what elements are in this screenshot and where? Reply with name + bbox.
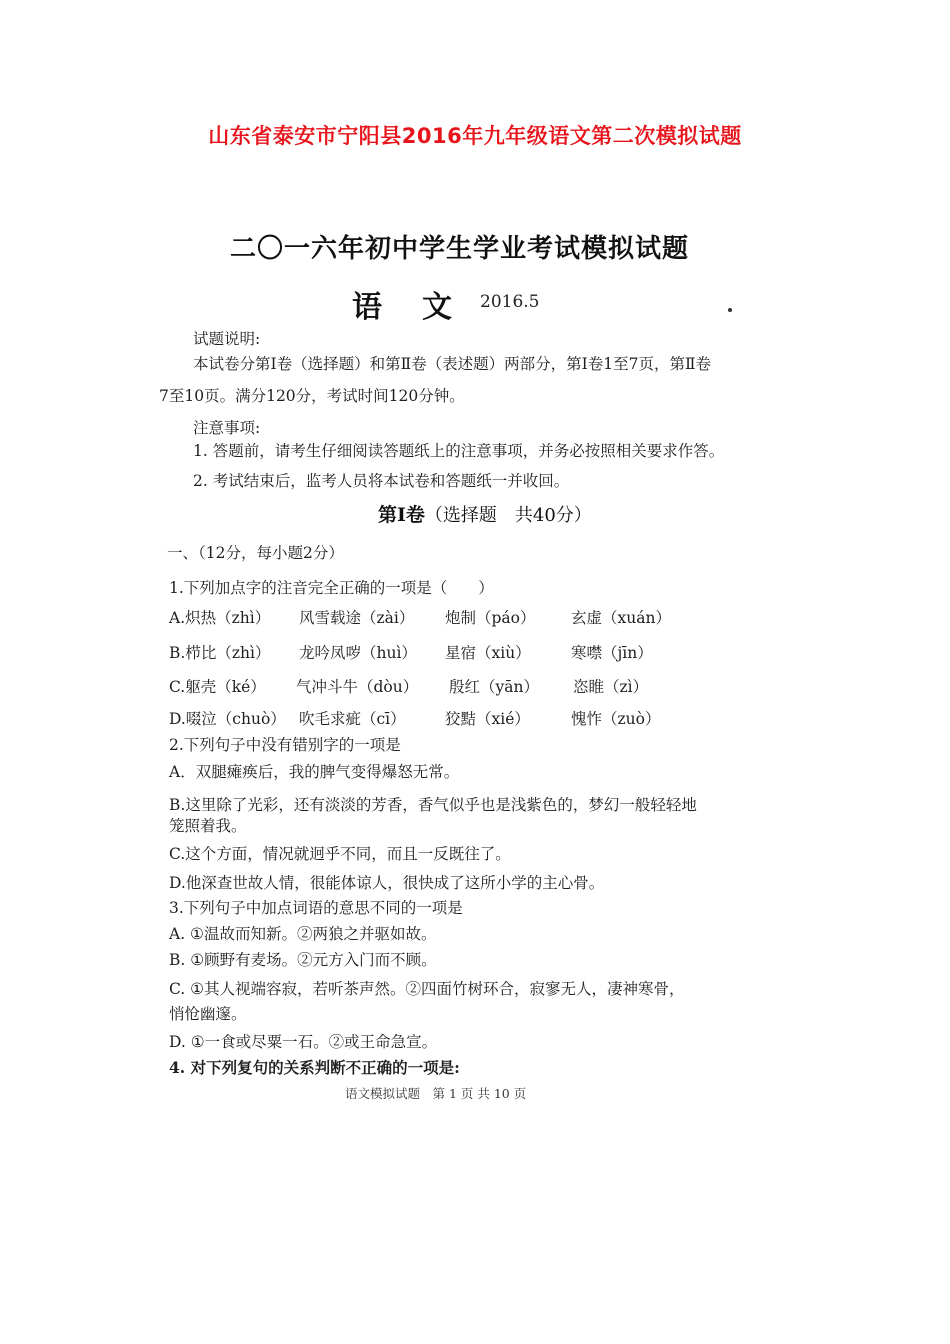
notes-heading: 注意事项: <box>193 419 261 437</box>
q1-option-a-3: 炮制（páo） <box>445 609 536 627</box>
q1-option-b-1: B.栉比（zhì） <box>169 644 271 662</box>
q1-option-d-2: 吹毛求疵（cī） <box>299 710 406 728</box>
q1-option-b-4: 寒噤（jīn） <box>571 644 653 662</box>
instructions-line-2: 7至10页。满分120分，考试时间120分钟。 <box>159 387 465 405</box>
q1-option-d-3: 狡黠（xié） <box>445 710 530 728</box>
subject-title <box>352 282 452 326</box>
subject-char-2: 文 <box>422 290 452 325</box>
q1-option-a-1: A.炽热（zhì） <box>169 609 271 627</box>
q1-option-b-2: 龙吟凤哕（huì） <box>299 644 417 662</box>
question-4-stem: 4. 对下列复句的关系判断不正确的一项是: <box>169 1058 460 1077</box>
q3-option-a: A. ①温故而知新。②两狼之并驱如故。 <box>169 925 437 943</box>
q1-option-c-1: C.躯壳（ké） <box>169 678 266 696</box>
instructions-heading: 试题说明: <box>193 330 261 348</box>
scan-speck <box>728 308 732 312</box>
subject-char-1: 语 <box>352 290 382 325</box>
q2-option-a: A．双腿瘫痪后，我的脾气变得爆怒无常。 <box>169 763 460 781</box>
q2-option-b-line-2: 笼照着我。 <box>169 817 247 835</box>
section-label: 第Ⅰ卷 <box>378 504 425 526</box>
question-3-stem: 3.下列句子中加点词语的意思不同的一项是 <box>169 899 463 917</box>
section-heading <box>378 500 592 527</box>
q1-option-c-3: 殷红（yān） <box>449 678 539 696</box>
q3-option-b: B. ①顾野有麦场。②元方入门而不顾。 <box>169 951 437 969</box>
note-2: 2. 考试结束后，监考人员将本试卷和答题纸一并收回。 <box>193 472 570 490</box>
section-detail: （选择题 共40分） <box>424 505 592 526</box>
note-1: 1. 答题前，请考生仔细阅读答题纸上的注意事项，并务必按照相关要求作答。 <box>193 442 725 460</box>
q1-option-b-3: 星宿（xiù） <box>445 644 531 662</box>
question-2-stem: 2.下列句子中没有错别字的一项是 <box>169 736 401 754</box>
q3-option-c-line-2: 悄怆幽邃。 <box>169 1005 247 1023</box>
q2-option-b-line-1: B.这里除了光彩，还有淡淡的芳香，香气似乎也是浅紫色的，梦幻一般轻轻地 <box>169 796 697 814</box>
q2-option-c: C.这个方面，情况就迥乎不同，而且一反既往了。 <box>169 845 511 863</box>
question-1-stem: 1.下列加点字的注音完全正确的一项是（ ） <box>169 579 494 597</box>
document-title: 山东省泰安市宁阳县2016年九年级语文第二次模拟试题 <box>208 124 742 148</box>
q1-option-a-4: 玄虚（xuán） <box>571 609 671 627</box>
q2-option-d: D.他深查世故人情，很能体谅人，很快成了这所小学的主心骨。 <box>169 874 605 892</box>
q1-option-d-1: D.啜泣（chuò） <box>169 710 286 728</box>
q1-option-c-2: 气冲斗牛（dòu） <box>296 678 419 696</box>
instructions-line-1: 本试卷分第Ⅰ卷（选择题）和第Ⅱ卷（表述题）两部分，第Ⅰ卷1至7页，第Ⅱ卷 <box>193 355 712 373</box>
page-footer: 语文模拟试题 第 1 页 共 10 页 <box>345 1086 527 1101</box>
exam-title: 二〇一六年初中学生学业考试模拟试题 <box>230 234 690 264</box>
q3-option-c-line-1: C. ①其人视端容寂，若听茶声然。②四面竹树环合，寂寥无人，凄神寒骨， <box>169 980 685 998</box>
q1-option-a-2: 风雪载途（zài） <box>299 609 415 627</box>
q1-option-c-4: 恣睢（zì） <box>573 678 649 696</box>
exam-date: 2016.5 <box>480 292 540 312</box>
q1-option-d-4: 愧怍（zuò） <box>571 710 661 728</box>
q3-option-d: D. ①一食或尽粟一石。②或王命急宣。 <box>169 1033 438 1051</box>
part-one-heading: 一、（12分，每小题2分） <box>167 544 344 562</box>
